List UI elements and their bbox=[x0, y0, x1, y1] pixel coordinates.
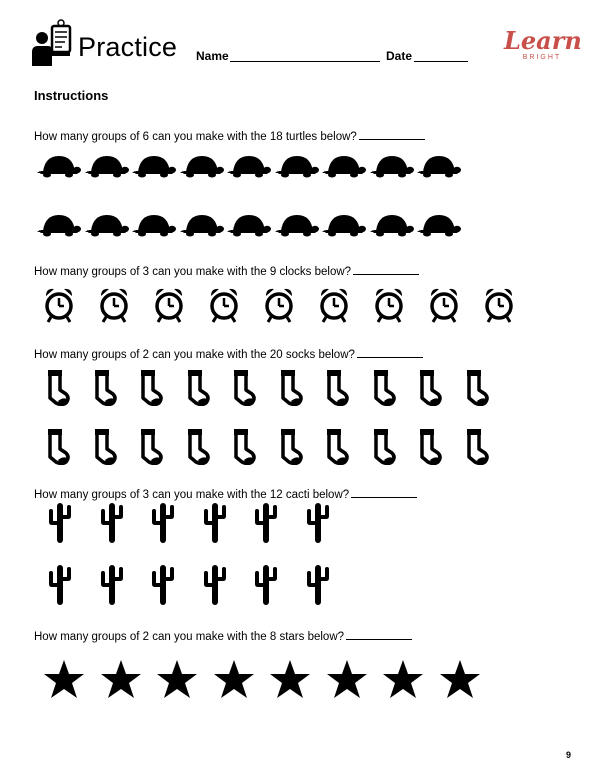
alarm-clock-icon bbox=[318, 286, 350, 324]
question-text: How many groups of 3 can you make with the 9 clocks below? bbox=[34, 266, 352, 278]
answer-line[interactable] bbox=[353, 273, 419, 275]
question-text: How many groups of 2 can you make with the 20 socks below? bbox=[34, 349, 355, 361]
cactus-icon bbox=[149, 563, 177, 607]
cactus-icon bbox=[304, 563, 332, 607]
turtle-icon bbox=[370, 211, 414, 237]
star-icon bbox=[382, 659, 424, 699]
question-1 bbox=[34, 131, 425, 143]
cactus-icon bbox=[46, 563, 74, 607]
alarm-clock-icon bbox=[208, 286, 240, 324]
sock-icon bbox=[139, 429, 163, 465]
star-icon bbox=[100, 659, 142, 699]
sock-icon bbox=[325, 429, 349, 465]
logo-subtext: BRIGHT bbox=[522, 54, 562, 61]
turtle-icon bbox=[275, 211, 319, 237]
star-icon bbox=[156, 659, 198, 699]
cactus-icon bbox=[46, 501, 74, 545]
page-title: Practice bbox=[78, 32, 178, 62]
star-icon bbox=[439, 659, 481, 699]
sock-icon bbox=[279, 370, 303, 406]
learn-bright-logo bbox=[504, 26, 580, 70]
sock-icon bbox=[325, 370, 349, 406]
alarm-clock-icon bbox=[43, 286, 75, 324]
turtle-icon bbox=[180, 152, 224, 178]
question-2 bbox=[34, 266, 419, 278]
sock-icon bbox=[93, 370, 117, 406]
turtle-icon bbox=[417, 152, 461, 178]
question-text: How many groups of 3 can you make with the 12 cacti below? bbox=[34, 489, 350, 501]
turtle-icon bbox=[417, 211, 461, 237]
cactus-icon bbox=[252, 563, 280, 607]
sock-icon bbox=[418, 429, 442, 465]
alarm-clock-icon bbox=[483, 286, 515, 324]
turtle-icon bbox=[37, 211, 81, 237]
turtle-icon bbox=[132, 152, 176, 178]
sock-icon bbox=[372, 429, 396, 465]
turtle-icon bbox=[132, 211, 176, 237]
turtle-icon bbox=[370, 152, 414, 178]
sock-icon bbox=[139, 370, 163, 406]
turtle-icon bbox=[227, 211, 271, 237]
cactus-icon bbox=[252, 501, 280, 545]
cactus-icon bbox=[98, 563, 126, 607]
turtle-icon bbox=[322, 152, 366, 178]
turtle-icon bbox=[37, 152, 81, 178]
alarm-clock-icon bbox=[263, 286, 295, 324]
sock-icon bbox=[232, 429, 256, 465]
cactus-icon bbox=[201, 501, 229, 545]
alarm-clock-icon bbox=[428, 286, 460, 324]
sock-icon bbox=[279, 429, 303, 465]
star-icon bbox=[213, 659, 255, 699]
answer-line[interactable] bbox=[351, 496, 417, 498]
turtle-icon bbox=[227, 152, 271, 178]
cactus-icon bbox=[98, 501, 126, 545]
name-label: Name bbox=[196, 49, 229, 63]
instructions-heading: Instructions bbox=[34, 88, 109, 103]
sock-icon bbox=[418, 370, 442, 406]
sock-icon bbox=[465, 370, 489, 406]
star-icon bbox=[43, 659, 85, 699]
answer-line[interactable] bbox=[357, 356, 423, 358]
sock-icon bbox=[372, 370, 396, 406]
turtle-icon bbox=[180, 211, 224, 237]
alarm-clock-icon bbox=[153, 286, 185, 324]
sock-icon bbox=[232, 370, 256, 406]
answer-line[interactable] bbox=[359, 138, 425, 140]
turtle-icon bbox=[85, 152, 129, 178]
question-text: How many groups of 2 can you make with the 8 stars below? bbox=[34, 631, 345, 643]
sock-icon bbox=[186, 429, 210, 465]
sock-icon bbox=[46, 370, 70, 406]
date-field-line[interactable] bbox=[414, 61, 468, 62]
star-icon bbox=[326, 659, 368, 699]
cactus-icon bbox=[149, 501, 177, 545]
cactus-icon bbox=[304, 501, 332, 545]
question-4 bbox=[34, 489, 417, 501]
cactus-icon bbox=[201, 563, 229, 607]
sock-icon bbox=[465, 429, 489, 465]
name-field-line[interactable] bbox=[230, 61, 380, 62]
turtle-icon bbox=[85, 211, 129, 237]
alarm-clock-icon bbox=[98, 286, 130, 324]
turtle-icon bbox=[322, 211, 366, 237]
alarm-clock-icon bbox=[373, 286, 405, 324]
teacher-clipboard-icon bbox=[30, 18, 74, 68]
question-3 bbox=[34, 349, 423, 361]
star-icon bbox=[269, 659, 311, 699]
turtle-icon bbox=[275, 152, 319, 178]
question-5 bbox=[34, 631, 412, 643]
logo-wordmark: Learn bbox=[504, 26, 582, 55]
sock-icon bbox=[46, 429, 70, 465]
date-label: Date bbox=[386, 49, 413, 63]
question-text: How many groups of 6 can you make with the 18 turtles below? bbox=[34, 131, 357, 143]
page-number: 9 bbox=[566, 750, 572, 760]
sock-icon bbox=[93, 429, 117, 465]
answer-line[interactable] bbox=[346, 638, 412, 640]
sock-icon bbox=[186, 370, 210, 406]
